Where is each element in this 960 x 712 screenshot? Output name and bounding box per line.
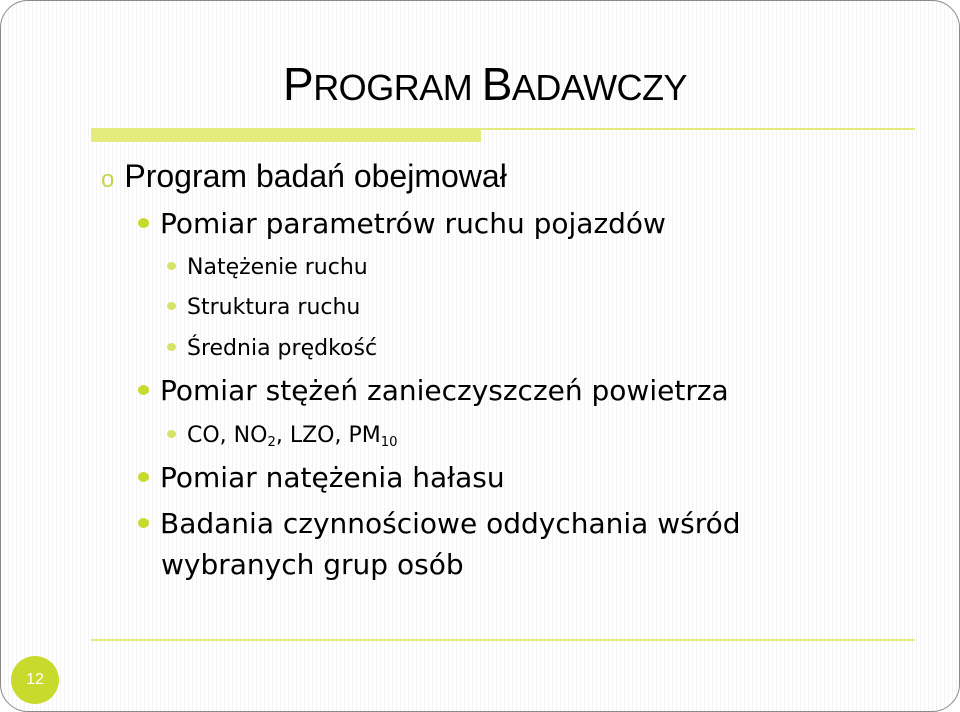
circle-bullet-icon: o: [101, 166, 115, 193]
dot-bullet-icon: [167, 302, 176, 310]
bullet-text: Pomiar stężeń zanieczyszczeń powietrza: [160, 374, 729, 407]
no2-subscript: 2: [267, 435, 276, 450]
bullet-continuation: [161, 548, 464, 582]
bullet-text: Pomiar parametrów ruchu pojazdów: [160, 207, 666, 240]
title-rule-thick: [91, 128, 481, 142]
footer-rule: [91, 639, 915, 641]
title-rest-1: ROGRAM: [313, 67, 482, 108]
bullet-level2: [138, 507, 741, 541]
page-number-badge: 12: [11, 656, 59, 704]
bullet-text: wybranych grup osób: [161, 548, 464, 581]
dot-bullet-icon: [167, 262, 176, 270]
bullet-text-mid: , LZO, PM: [275, 423, 381, 448]
bullet-text: Struktura ruchu: [187, 295, 361, 320]
dot-bullet-icon: [138, 518, 149, 528]
bullet-text-co: CO, NO: [187, 423, 268, 448]
dot-bullet-icon: [167, 343, 176, 351]
bullet-text: Pomiar natężenia hałasu: [160, 461, 505, 494]
bullet-level2: [138, 374, 729, 408]
bullet-level3: [167, 335, 377, 363]
bullet-level3: [167, 294, 360, 322]
title-cap-p: P: [283, 58, 314, 110]
bullet-text: Program badań obejmował: [124, 158, 507, 194]
bullet-text: Natężenie ruchu: [187, 255, 368, 280]
title-cap-b: B: [481, 58, 512, 110]
dot-bullet-icon: [138, 218, 149, 228]
title-rest-2: ADAWCZY: [511, 67, 688, 108]
title-rule-thin: [481, 128, 915, 130]
slide-title: [283, 53, 687, 119]
dot-bullet-icon: [167, 430, 176, 438]
bullet-level3: [167, 422, 397, 457]
bullet-level2: [138, 461, 505, 495]
bullet-level2: [138, 207, 666, 241]
bullet-text: Badania czynnościowe oddychania wśród: [160, 507, 741, 540]
pm10-subscript: 10: [380, 435, 398, 450]
bullet-level1: [101, 157, 507, 199]
bullet-text: Średnia prędkość: [187, 336, 378, 361]
dot-bullet-icon: [138, 385, 149, 395]
dot-bullet-icon: [138, 472, 149, 482]
bullet-level3: [167, 254, 368, 282]
